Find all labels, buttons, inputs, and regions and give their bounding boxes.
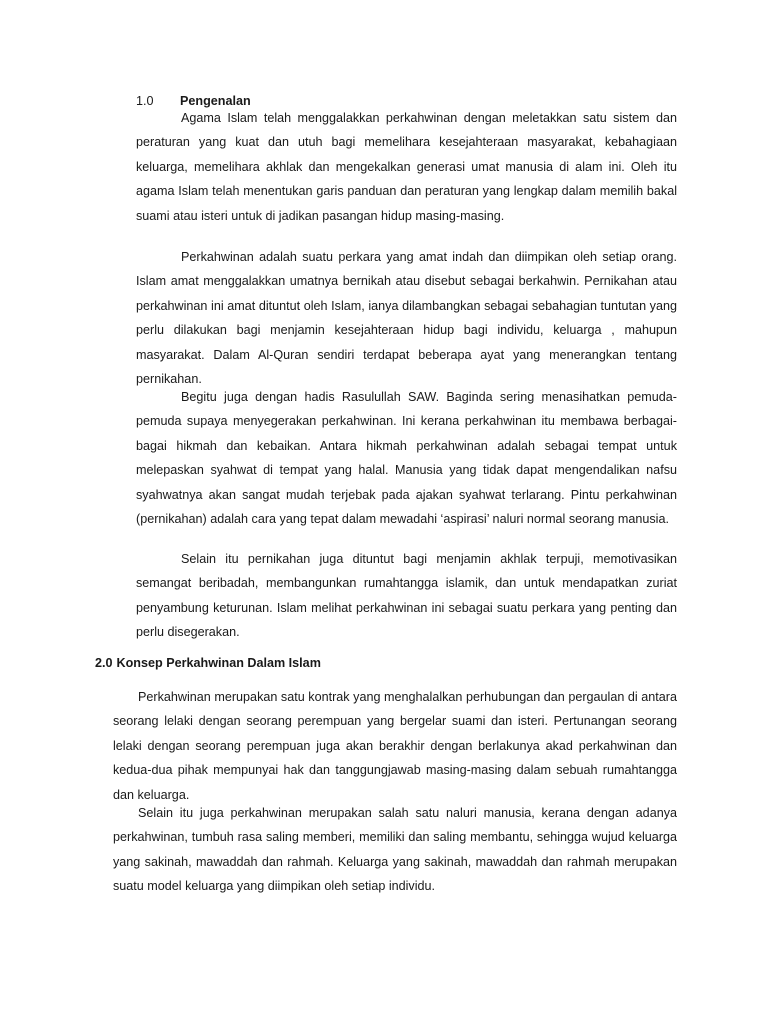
paragraph: Agama Islam telah menggalakkan perkahwinan dengan meletakkan satu sistem dan peraturan yang kuat dan utuh bagi memelihara kesejahteraan masyarakat, kebahagiaan keluarga, memelihara akhlak dan mengekalkan generasi umat manusia di alam ini. Oleh itu agama Islam telah menentukan garis panduan dan peraturan yang lengkap dalam memilih bakal suami atau isteri untuk di jadikan pasangan hidup masing-masing. — [136, 111, 677, 223]
section-title: Konsep Perkahwinan Dalam Islam — [116, 656, 321, 670]
paragraph: Begitu juga dengan hadis Rasulullah SAW. Baginda sering menasihatkan pemuda-pemuda supaya menyegerakan perkahwinan. Ini kerana perkahwinan itu membawa berbagai-bagai hikmah dan kebaikan. Antara hikmah perkahwinan adalah sebagai tempat untuk melepaskan syahwat di tempat yang halal. Manusia yang tidak dapat mengendalikan nafsu syahwatnya akan sangat mudah terjebak pada ajakan syahwat terlarang. Pintu perkahwinan (pernikahan) adalah cara yang tepat dalam mewadahi ‘aspirasi’ naluri normal seorang manusia. — [136, 390, 677, 527]
section-number: 1.0 — [136, 94, 154, 108]
paragraph: Perkahwinan merupakan satu kontrak yang menghalalkan perhubungan dan pergaulan di antara seorang lelaki dengan seorang perempuan yang bergelar suami dan isteri. Pertunangan seorang lelaki dengan seorang perempuan juga akan berakhir dengan berlakunya akad perkahwinan dan kedua-dua pihak mempunyai hak dan tanggungjawab masing-masing dalam sebuah rumahtangga dan keluarga. — [113, 690, 677, 802]
paragraph: Perkahwinan adalah suatu perkara yang amat indah dan diimpikan oleh setiap orang. Islam amat menggalakkan umatnya bernikah atau disebut sebagai berkahwin. Pernikahan atau perkahwinan ini amat dituntut oleh Islam, ianya dilambangkan sebagai sebahagian tuntutan yang perlu dilakukan bagi menjamin kesejahteraan hidup bagi individu, keluarga , mahupun masyarakat. Dalam Al-Quran sendiri terdapat beberapa ayat yang menerangkan tentang pernikahan. — [136, 250, 677, 387]
section-number: 2.0 — [95, 656, 113, 670]
paragraph: Selain itu pernikahan juga dituntut bagi menjamin akhlak terpuji, memotivasikan semangat beribadah, membangunkan rumahtangga islamik, dan untuk mendapatkan zuriat penyambung keturunan. Islam melihat perkahwinan ini sebagai suatu perkara yang penting dan perlu disegerakan. — [136, 552, 677, 640]
paragraph: Selain itu juga perkahwinan merupakan salah satu naluri manusia, kerana dengan adanya perkahwinan, tumbuh rasa saling memberi, memiliki dan saling membantu, sehingga wujud keluarga yang sakinah, mawaddah dan rahmah. Keluarga yang sakinah, mawaddah dan rahmah merupakan suatu model keluarga yang diimpikan oleh setiap individu. — [113, 806, 677, 894]
section-title: Pengenalan — [180, 94, 251, 108]
section-2-heading — [95, 652, 321, 674]
